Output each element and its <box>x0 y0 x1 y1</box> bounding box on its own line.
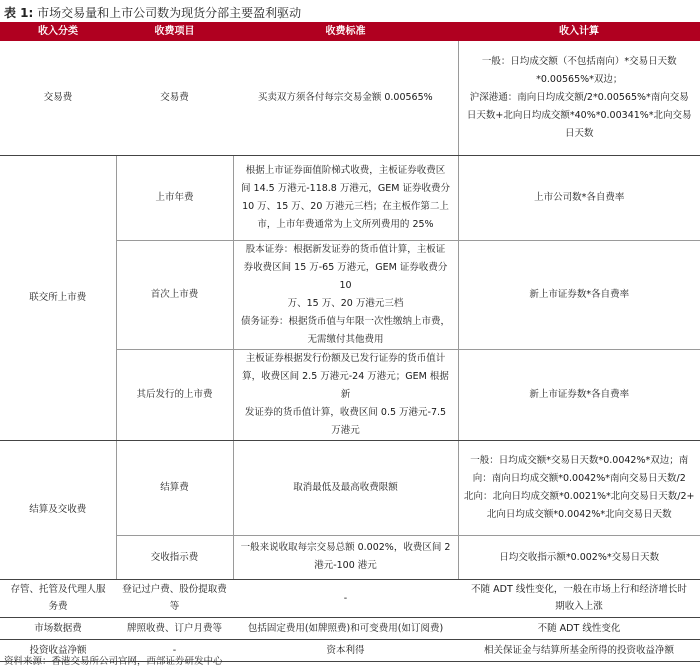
table-row-clearing <box>0 440 700 535</box>
fee-table <box>0 22 700 662</box>
table-number: 表 1: <box>4 6 34 20</box>
cell-investment-category: 投资收益净额 <box>0 639 116 661</box>
cell-market-item: 牌照收费、订户月费等 <box>116 617 233 639</box>
cell-investment-calc: 相关保证金与结算所基金所得的投资收益净额 <box>458 639 700 661</box>
cell-listing-category: 联交所上市费 <box>0 155 116 440</box>
cell-instruction-item: 交收指示费 <box>116 535 233 579</box>
table-row-market-data <box>0 617 700 639</box>
cell-trading-item: 交易费 <box>116 41 233 155</box>
table-caption: 市场交易量和上市公司数为现货分部主要盈利驱动 <box>37 6 302 20</box>
cell-settlement-category: 结算及交收费 <box>0 440 116 579</box>
cell-trading-standard: 买卖双方须各付每宗交易金额 0.00565% <box>233 41 458 155</box>
cell-clearing-calc: 一般：日均成交额*交易日天数*0.0042%*双边；南 向：南向日均成交额*0.0042%*南向交易日天数/2 北向：北向日均成交额*0.0021%*北向交易日天数/2+ 北向日均成交额*0.0042%*北向交易日天数 <box>458 440 700 535</box>
source-note: 资料来源：香港交易所公司官网，西部证券研发中心 <box>4 656 223 667</box>
cell-subsequent-calc: 新上市证券数*各自费率 <box>458 349 700 440</box>
header-fee-standard: 收费标准 <box>233 22 458 41</box>
table-title <box>4 3 301 23</box>
cell-market-calc: 不随 ADT 线性变化 <box>458 617 700 639</box>
header-fee-item: 收费项目 <box>116 22 233 41</box>
cell-annual-standard: 根据上市证券面值阶梯式收费，主板证券收费区 间 14.5 万港元-118.8 万港元，GEM 证券收费分 10 万、15 万、20 万港元三档；在主板作第二上 市，上市年费通常为上文所列费用的 25% <box>233 155 458 240</box>
cell-investment-item: - <box>116 639 233 661</box>
cell-subsequent-standard: 主板证券根据发行份额及已发行证券的货币值计 算，收费区间 2.5 万港元-24 万港元；GEM 根据新 发证券的货币值计算，收费区间 0.5 万港元-7.5 万港元 <box>233 349 458 440</box>
table-header-row <box>0 22 700 41</box>
cell-custody-item: 登记过户费、股份提取费 等 <box>116 579 233 617</box>
table-row-listing-annual <box>0 155 700 240</box>
table-row-trading <box>0 41 700 155</box>
cell-investment-standard: 资本利得 <box>233 639 458 661</box>
cell-custody-calc: 不随 ADT 线性变化，一般在市场上行和经济增长时 期收入上涨 <box>458 579 700 617</box>
cell-clearing-standard: 取消最低及最高收费限额 <box>233 440 458 535</box>
cell-market-standard: 包括固定费用(如牌照费)和可变费用(如订阅费) <box>233 617 458 639</box>
cell-custody-category: 存管、托管及代理人服 务费 <box>0 579 116 617</box>
cell-trading-calc: 一般：日均成交额（不包括南向）*交易日天数 *0.00565%*双边； 沪深港通：南向日均成交额/2*0.00565%*南向交易 日天数+北向日均成交额*40%*0.00341%*北向交易 日天数 <box>458 41 700 155</box>
cell-initial-calc: 新上市证券数*各自费率 <box>458 240 700 349</box>
cell-instruction-standard: 一般来说收取每宗交易总额 0.002%，收费区间 2 港元-100 港元 <box>233 535 458 579</box>
cell-annual-item: 上市年费 <box>116 155 233 240</box>
header-revenue-category: 收入分类 <box>0 22 116 41</box>
cell-clearing-item: 结算费 <box>116 440 233 535</box>
cell-initial-item: 首次上市费 <box>116 240 233 349</box>
cell-subsequent-item: 其后发行的上市费 <box>116 349 233 440</box>
cell-custody-standard: - <box>233 579 458 617</box>
cell-initial-standard: 股本证券：根据新发证券的货币值计算，主板证 券收费区间 15 万-65 万港元，GEM 证券收费分 10 万、15 万、20 万港元三档 债务证券：根据货币值与年限一次性缴纳上市费， 无需缴付其他费用 <box>233 240 458 349</box>
cell-annual-calc: 上市公司数*各自费率 <box>458 155 700 240</box>
cell-instruction-calc: 日均交收指示额*0.002%*交易日天数 <box>458 535 700 579</box>
cell-market-category: 市场数据费 <box>0 617 116 639</box>
cell-trading-category: 交易费 <box>0 41 116 155</box>
table-row-custody <box>0 579 700 617</box>
header-revenue-calc: 收入计算 <box>458 22 700 41</box>
